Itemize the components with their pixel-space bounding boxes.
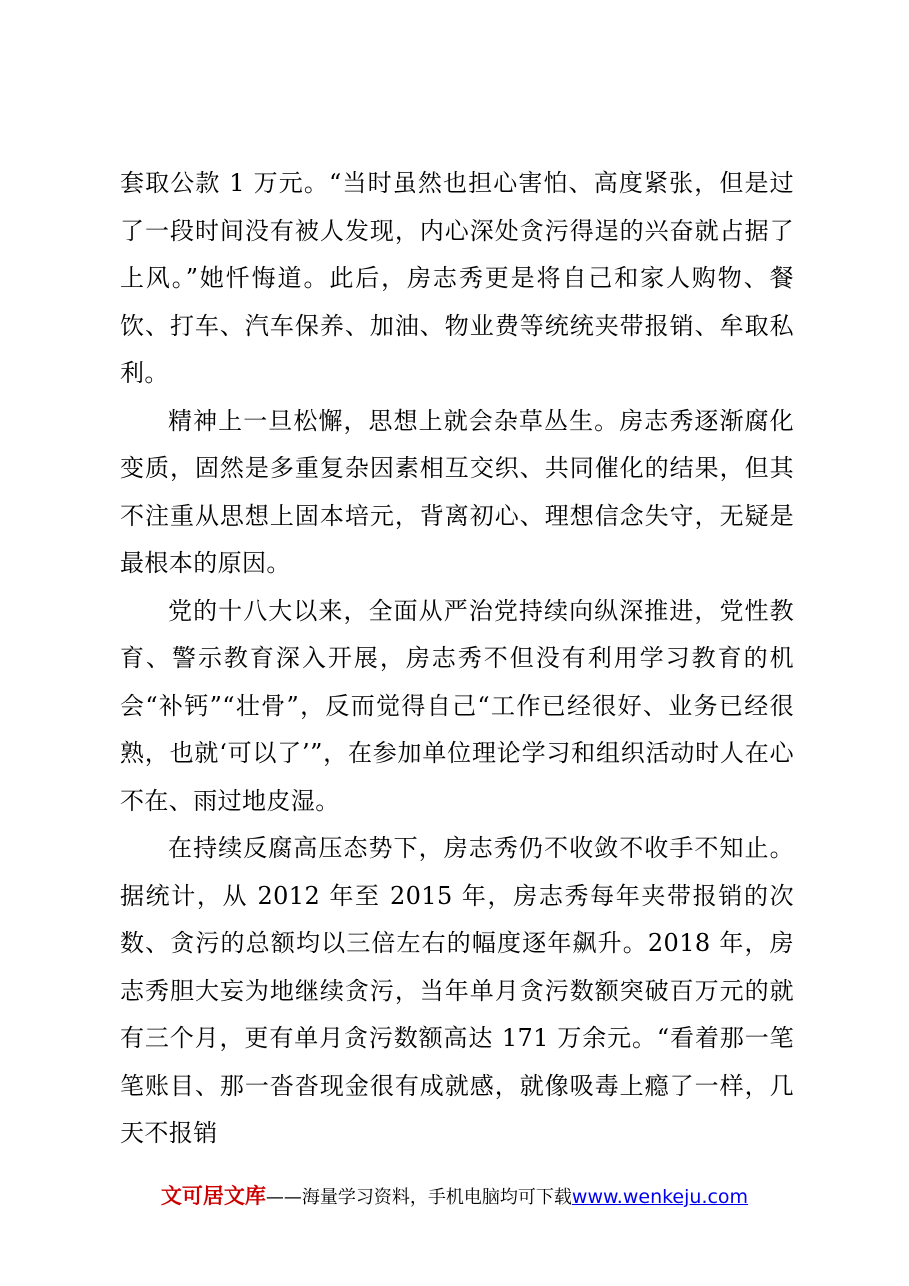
- footer-tagline: ——海量学习资料，手机电脑均可下载: [265, 1187, 572, 1208]
- footer-brand: 文可居文库: [160, 1184, 266, 1208]
- document-body: [120, 160, 794, 1158]
- paragraph-1: 套取公款 1 万元。“当时虽然也担心害怕、高度紧张，但是过了一段时间没有被人发现，内心深处贪污得逞的兴奋就占据了上风。”她忏悔道。此后，房志秀更是将自己和家人购物、餐饮、打车、汽车保养、加油、物业费等统统夹带报销、牟取私利。: [120, 169, 794, 387]
- page-footer: [0, 1180, 909, 1210]
- paragraph-4: 在持续反腐高压态势下，房志秀仍不收敛不收手不知止。据统计，从 2012 年至 2015 年，房志秀每年夹带报销的次数、贪污的总额均以三倍左右的幅度逐年飙升。2018 年，房志秀胆大妄为地继续贪污，当年单月贪污数额突破百万元的就有三个月，更有单月贪污数额高达 171 万余元。“看着那一笔笔账目、那一沓沓现金很有成就感，就像吸毒上瘾了一样，几天不报销: [120, 834, 794, 1147]
- footer-website-link[interactable]: www.wenkeju.com: [571, 1186, 749, 1208]
- paragraph-2: 精神上一旦松懈，思想上就会杂草丛生。房志秀逐渐腐化变质，固然是多重复杂因素相互交织、共同催化的结果，但其不注重从思想上固本培元，背离初心、理想信念失守，无疑是最根本的原因。: [120, 406, 794, 577]
- paragraph-3: 党的十八大以来，全面从严治党持续向纵深推进，党性教育、警示教育深入开展，房志秀不但没有利用学习教育的机会“补钙”“壮骨”，反而觉得自己“工作已经很好、业务已经很熟，也就‘可以了’”，在参加单位理论学习和组织活动时人在心不在、雨过地皮湿。: [120, 596, 794, 815]
